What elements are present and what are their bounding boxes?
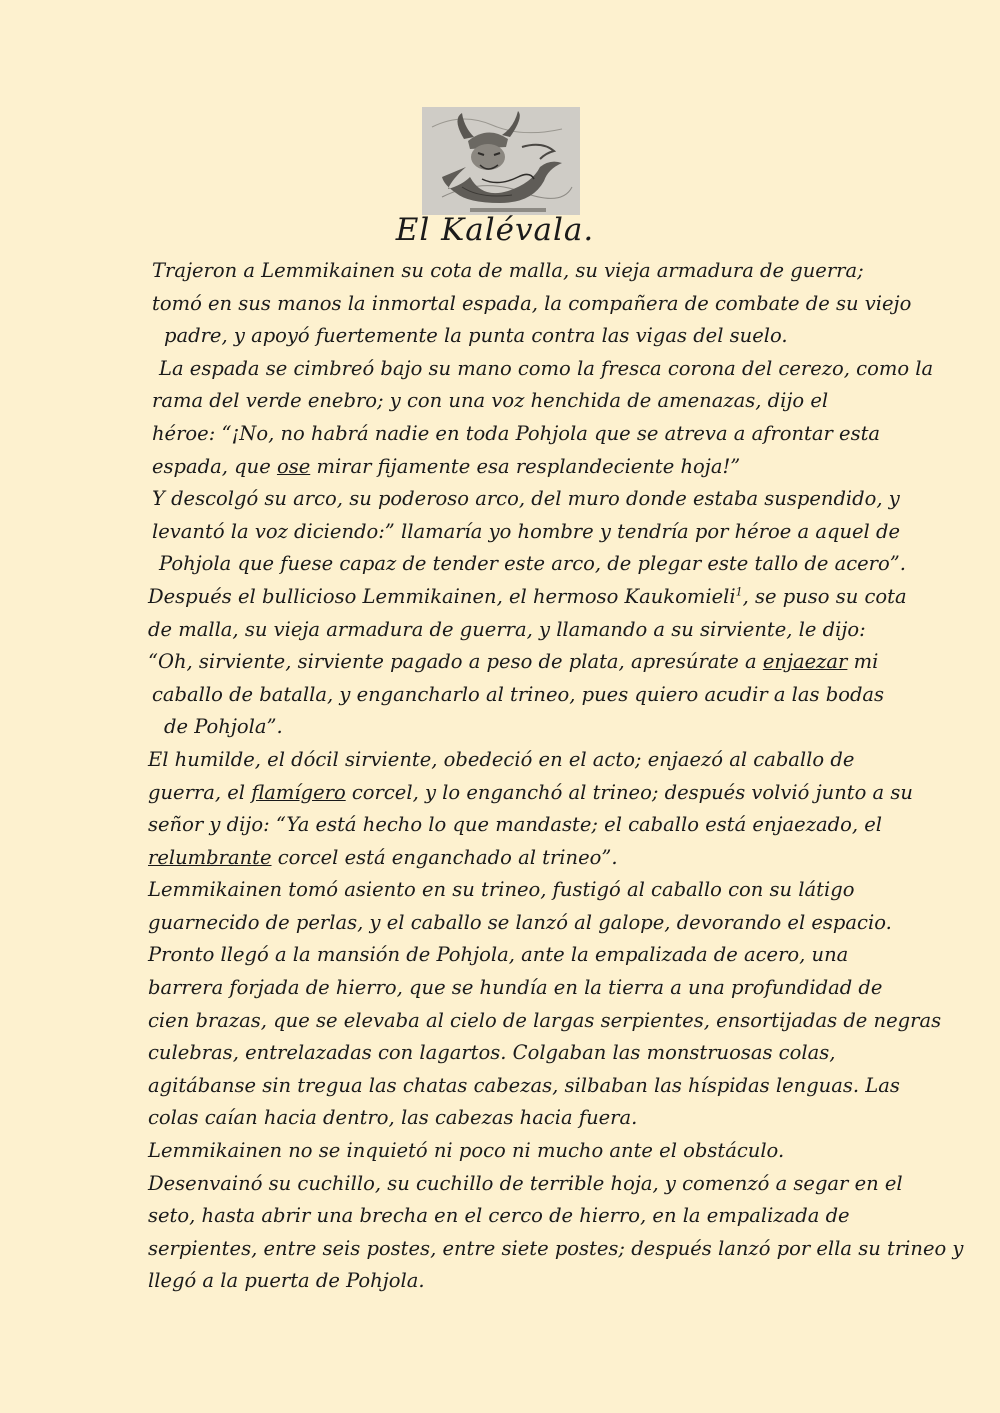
text-line (148, 1102, 878, 1135)
text-line (148, 614, 878, 647)
text-fragment: culebras, entrelazadas con lagartos. Colgaban las monstruosas colas, (148, 1041, 836, 1065)
text-fragment: Pohjola que fuese capaz de tender este arco, de plegar este tallo de acero”. (159, 552, 906, 576)
text-line (148, 255, 878, 288)
page-title: El Kalévala. (395, 212, 595, 248)
underlined-word: flamígero (251, 780, 346, 804)
text-fragment: llegó a la puerta de Pohjola. (148, 1269, 425, 1293)
text-line (148, 451, 878, 484)
text-line (148, 679, 885, 712)
text-fragment: Pronto llegó a la mansión de Pohjola, ante la empalizada de acero, una (148, 943, 849, 967)
text-line (148, 972, 883, 1005)
text-fragment: tomó en sus manos la inmortal espada, la compañera de combate de su viejo (152, 291, 912, 315)
text-line (148, 939, 878, 972)
text-line (148, 353, 934, 386)
text-line (148, 418, 881, 451)
warrior-dragon-illustration (422, 107, 580, 215)
text-fragment: rama del verde enebro; y con una voz henchida de amenazas, dijo el (152, 389, 829, 413)
text-line (148, 809, 883, 842)
text-fragment: héroe: “¡No, no habrá nadie en toda Pohjola que se atreva a afrontar esta (152, 421, 881, 445)
text-fragment: guerra, el (148, 780, 252, 804)
text-fragment: colas caían hacia dentro, las cabezas hacia fuera. (148, 1106, 638, 1130)
text-fragment: guarnecido de perlas, y el caballo se lanzó al galope, devorando el espacio. (148, 910, 892, 934)
text-line (148, 320, 878, 353)
text-line (148, 744, 878, 777)
text-line (148, 842, 878, 875)
text-line (148, 1233, 964, 1266)
text-line (148, 1070, 900, 1103)
text-line (148, 646, 878, 679)
text-fragment: espada, que (152, 454, 277, 478)
text-line (148, 483, 900, 516)
text-fragment: corcel está enganchado al trineo”. (271, 845, 618, 869)
text-fragment: levantó la voz diciendo:” llamaría yo hombre y tendría por héroe a aquel de (152, 519, 901, 543)
text-fragment: La espada se cimbreó bajo su mano como la fresca corona del cerezo, como la (159, 356, 934, 380)
text-fragment: barrera forjada de hierro, que se hundía en la tierra a una profundidad de (148, 976, 883, 1000)
text-line (148, 581, 907, 614)
text-line (148, 288, 912, 321)
text-line (148, 1005, 942, 1038)
text-line (148, 1037, 878, 1070)
underlined-word: ose (276, 454, 311, 478)
text-fragment: Después el bullicioso Lemmikainen, el hermoso Kaukomieli (148, 584, 736, 608)
text-line (148, 1265, 878, 1298)
text-fragment: mi (847, 650, 879, 674)
underlined-word: relumbrante (148, 845, 272, 869)
text-fragment: cien brazas, que se elevaba al cielo de largas serpientes, ensortijadas de negras (148, 1008, 942, 1032)
text-fragment: serpientes, entre seis postes, entre siete postes; después lanzó por ella su trineo y (148, 1236, 964, 1260)
text-line (148, 1200, 878, 1233)
text-fragment: señor y dijo: “Ya está hecho lo que mandaste; el caballo está enjaezado, el (148, 813, 883, 837)
underlined-word: enjaezar (762, 650, 848, 674)
text-line (148, 907, 892, 940)
text-fragment: , se puso su cota (742, 584, 907, 608)
text-line (148, 711, 878, 744)
text-fragment: Lemmikainen tomó asiento en su trineo, fustigó al caballo con su látigo (148, 878, 855, 902)
text-fragment: padre, y apoyó fuertemente la punta contra las vigas del suelo. (164, 324, 788, 348)
text-line (148, 874, 878, 907)
text-fragment: agitábanse sin tregua las chatas cabezas, silbaban las híspidas lenguas. Las (148, 1073, 900, 1097)
text-fragment: de Pohjola”. (164, 715, 283, 739)
text-line (148, 516, 901, 549)
text-line (148, 385, 878, 418)
text-fragment: de malla, su vieja armadura de guerra, y llamando a su sirviente, le dijo: (148, 617, 866, 641)
footnote-mark: 1 (735, 585, 743, 599)
text-fragment: El humilde, el dócil sirviente, obedeció en el acto; enjaezó al caballo de (148, 747, 855, 771)
text-fragment: corcel, y lo enganchó al trineo; después volvió junto a su (345, 780, 913, 804)
text-fragment: caballo de batalla, y engancharlo al trineo, pues quiero acudir a las bodas (152, 682, 885, 706)
text-fragment: Y descolgó su arco, su poderoso arco, del muro donde estaba suspendido, y (152, 487, 900, 511)
text-line (148, 548, 906, 581)
text-fragment: Lemmikainen no se inquietó ni poco ni mucho ante el obstáculo. (148, 1139, 785, 1163)
text-fragment: seto, hasta abrir una brecha en el cerco de hierro, en la empalizada de (148, 1204, 850, 1228)
text-fragment: Trajeron a Lemmikainen su cota de malla, su vieja armadura de guerra; (152, 259, 864, 282)
text-line (148, 1168, 903, 1201)
text-line (148, 1135, 878, 1168)
text-fragment: Desenvainó su cuchillo, su cuchillo de terrible hoja, y comenzó a segar en el (148, 1171, 903, 1195)
story-text (148, 255, 964, 1298)
text-fragment: mirar fijamente esa resplandeciente hoja!” (310, 454, 741, 478)
text-line (148, 777, 913, 810)
text-fragment: “Oh, sirviente, sirviente pagado a peso de plata, apresúrate a (148, 650, 763, 674)
